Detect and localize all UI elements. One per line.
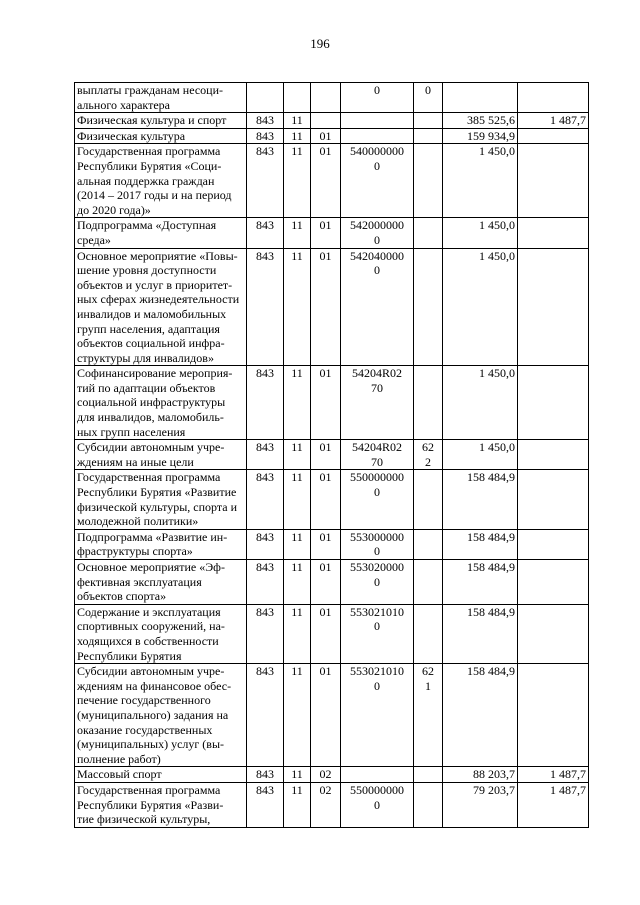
item-name-cell: Подпрограмма «Доступная среда» xyxy=(75,218,247,248)
ministry-code-cell: 843 xyxy=(247,560,284,605)
section-code-cell xyxy=(284,83,311,113)
table-row xyxy=(75,113,589,129)
federal-amount-cell xyxy=(518,248,589,366)
subsection-code-cell: 01 xyxy=(311,470,341,529)
federal-amount-cell: 1 487,7 xyxy=(518,767,589,783)
table-row xyxy=(75,144,589,218)
ministry-code-cell: 843 xyxy=(247,440,284,470)
section-code-cell: 11 xyxy=(284,782,311,827)
amount-cell: 1 450,0 xyxy=(443,218,518,248)
amount-cell: 88 203,7 xyxy=(443,767,518,783)
subsection-code-cell xyxy=(311,83,341,113)
ministry-code-cell: 843 xyxy=(247,767,284,783)
subsection-code-cell: 02 xyxy=(311,782,341,827)
federal-amount-cell xyxy=(518,440,589,470)
federal-amount-cell xyxy=(518,218,589,248)
item-name-cell: Содержание и эксплуатация спортивных сооружений, на- ходящихся в собственности Республики Бурятия xyxy=(75,604,247,663)
federal-amount-cell xyxy=(518,604,589,663)
target-article-cell: 553000000 0 xyxy=(341,529,414,559)
section-code-cell: 11 xyxy=(284,218,311,248)
subsection-code-cell: 01 xyxy=(311,218,341,248)
table-row xyxy=(75,664,589,767)
federal-amount-cell xyxy=(518,529,589,559)
item-name-cell: Физическая культура xyxy=(75,128,247,144)
section-code-cell: 11 xyxy=(284,560,311,605)
table-row xyxy=(75,529,589,559)
item-name-cell: Субсидии автономным учре- ждениям на иные цели xyxy=(75,440,247,470)
amount-cell: 158 484,9 xyxy=(443,560,518,605)
expense-type-cell xyxy=(414,366,443,440)
table-row xyxy=(75,218,589,248)
target-article-cell: 540000000 0 xyxy=(341,144,414,218)
item-name-cell: Физическая культура и спорт xyxy=(75,113,247,129)
ministry-code-cell: 843 xyxy=(247,782,284,827)
target-article-cell: 550000000 0 xyxy=(341,782,414,827)
expense-type-cell: 62 2 xyxy=(414,440,443,470)
subsection-code-cell: 01 xyxy=(311,366,341,440)
ministry-code-cell: 843 xyxy=(247,218,284,248)
section-code-cell: 11 xyxy=(284,604,311,663)
federal-amount-cell xyxy=(518,470,589,529)
section-code-cell: 11 xyxy=(284,128,311,144)
amount-cell: 1 450,0 xyxy=(443,144,518,218)
item-name-cell: Государственная программа Республики Бурятия «Соци- альная поддержка граждан (2014 – 2017 годы и на период до 2020 года)» xyxy=(75,144,247,218)
subsection-code-cell: 01 xyxy=(311,128,341,144)
amount-cell: 158 484,9 xyxy=(443,664,518,767)
subsection-code-cell: 01 xyxy=(311,604,341,663)
expense-type-cell xyxy=(414,782,443,827)
target-article-cell: 542040000 0 xyxy=(341,248,414,366)
budget-table-body xyxy=(75,83,589,828)
federal-amount-cell xyxy=(518,366,589,440)
amount-cell: 158 484,9 xyxy=(443,470,518,529)
target-article-cell: 553020000 0 xyxy=(341,560,414,605)
table-row xyxy=(75,767,589,783)
table-row xyxy=(75,366,589,440)
section-code-cell: 11 xyxy=(284,767,311,783)
subsection-code-cell: 01 xyxy=(311,529,341,559)
amount-cell xyxy=(443,83,518,113)
section-code-cell: 11 xyxy=(284,248,311,366)
expense-type-cell xyxy=(414,604,443,663)
ministry-code-cell xyxy=(247,83,284,113)
table-row xyxy=(75,248,589,366)
table-row xyxy=(75,604,589,663)
amount-cell: 385 525,6 xyxy=(443,113,518,129)
expense-type-cell xyxy=(414,248,443,366)
amount-cell: 158 484,9 xyxy=(443,604,518,663)
page-number: 196 xyxy=(310,36,330,51)
expense-type-cell xyxy=(414,128,443,144)
target-article-cell: 0 xyxy=(341,83,414,113)
federal-amount-cell xyxy=(518,664,589,767)
table-row xyxy=(75,128,589,144)
ministry-code-cell: 843 xyxy=(247,113,284,129)
expense-type-cell xyxy=(414,529,443,559)
item-name-cell: Государственная программа Республики Бурятия «Развитие физической культуры, спорта и молодежной политики» xyxy=(75,470,247,529)
expense-type-cell xyxy=(414,470,443,529)
target-article-cell xyxy=(341,128,414,144)
federal-amount-cell xyxy=(518,560,589,605)
federal-amount-cell xyxy=(518,128,589,144)
subsection-code-cell: 01 xyxy=(311,560,341,605)
item-name-cell: Софинансирование мероприя- тий по адаптации объектов социальной инфраструктуры для инвалидов, маломобиль- ных групп населения xyxy=(75,366,247,440)
ministry-code-cell: 843 xyxy=(247,529,284,559)
expense-type-cell xyxy=(414,767,443,783)
target-article-cell xyxy=(341,113,414,129)
amount-cell: 159 934,9 xyxy=(443,128,518,144)
subsection-code-cell: 01 xyxy=(311,248,341,366)
ministry-code-cell: 843 xyxy=(247,144,284,218)
item-name-cell: Субсидии автономным учре- ждениям на финансовое обес- печение государственного (муниципального) задания на оказание государственных (муниципальных) услуг (вы- полнение работ) xyxy=(75,664,247,767)
federal-amount-cell: 1 487,7 xyxy=(518,782,589,827)
federal-amount-cell xyxy=(518,144,589,218)
expense-type-cell xyxy=(414,560,443,605)
subsection-code-cell: 01 xyxy=(311,440,341,470)
expense-type-cell xyxy=(414,144,443,218)
section-code-cell: 11 xyxy=(284,144,311,218)
target-article-cell: 54204R02 70 xyxy=(341,366,414,440)
subsection-code-cell: 02 xyxy=(311,767,341,783)
table-row xyxy=(75,560,589,605)
ministry-code-cell: 843 xyxy=(247,128,284,144)
target-article-cell: 54204R02 70 xyxy=(341,440,414,470)
section-code-cell: 11 xyxy=(284,529,311,559)
target-article-cell: 553021010 0 xyxy=(341,604,414,663)
item-name-cell: Государственная программа Республики Бурятия «Разви- тие физической культуры, xyxy=(75,782,247,827)
amount-cell: 1 450,0 xyxy=(443,366,518,440)
target-article-cell xyxy=(341,767,414,783)
table-row xyxy=(75,440,589,470)
section-code-cell: 11 xyxy=(284,366,311,440)
table-row xyxy=(75,470,589,529)
section-code-cell: 11 xyxy=(284,470,311,529)
federal-amount-cell: 1 487,7 xyxy=(518,113,589,129)
subsection-code-cell xyxy=(311,113,341,129)
subsection-code-cell: 01 xyxy=(311,664,341,767)
amount-cell: 158 484,9 xyxy=(443,529,518,559)
ministry-code-cell: 843 xyxy=(247,470,284,529)
item-name-cell: выплаты гражданам несоци- ального характера xyxy=(75,83,247,113)
amount-cell: 1 450,0 xyxy=(443,440,518,470)
budget-table xyxy=(74,82,589,828)
item-name-cell: Основное мероприятие «Повы- шение уровня доступности объектов и услуг в приоритет- ных сферах жизнедеятельности инвалидов и маломобильных групп населения, адаптация объектов социальной инфра- структуры для инвалидов» xyxy=(75,248,247,366)
item-name-cell: Подпрограмма «Развитие ин- фраструктуры спорта» xyxy=(75,529,247,559)
amount-cell: 79 203,7 xyxy=(443,782,518,827)
item-name-cell: Основное мероприятие «Эф- фективная эксплуатация объектов спорта» xyxy=(75,560,247,605)
expense-type-cell xyxy=(414,218,443,248)
ministry-code-cell: 843 xyxy=(247,604,284,663)
target-article-cell: 550000000 0 xyxy=(341,470,414,529)
section-code-cell: 11 xyxy=(284,440,311,470)
federal-amount-cell xyxy=(518,83,589,113)
section-code-cell: 11 xyxy=(284,113,311,129)
expense-type-cell: 0 xyxy=(414,83,443,113)
ministry-code-cell: 843 xyxy=(247,366,284,440)
table-row xyxy=(75,83,589,113)
table-row xyxy=(75,782,589,827)
target-article-cell: 542000000 0 xyxy=(341,218,414,248)
expense-type-cell: 62 1 xyxy=(414,664,443,767)
ministry-code-cell: 843 xyxy=(247,248,284,366)
expense-type-cell xyxy=(414,113,443,129)
ministry-code-cell: 843 xyxy=(247,664,284,767)
amount-cell: 1 450,0 xyxy=(443,248,518,366)
item-name-cell: Массовый спорт xyxy=(75,767,247,783)
section-code-cell: 11 xyxy=(284,664,311,767)
target-article-cell: 553021010 0 xyxy=(341,664,414,767)
subsection-code-cell: 01 xyxy=(311,144,341,218)
